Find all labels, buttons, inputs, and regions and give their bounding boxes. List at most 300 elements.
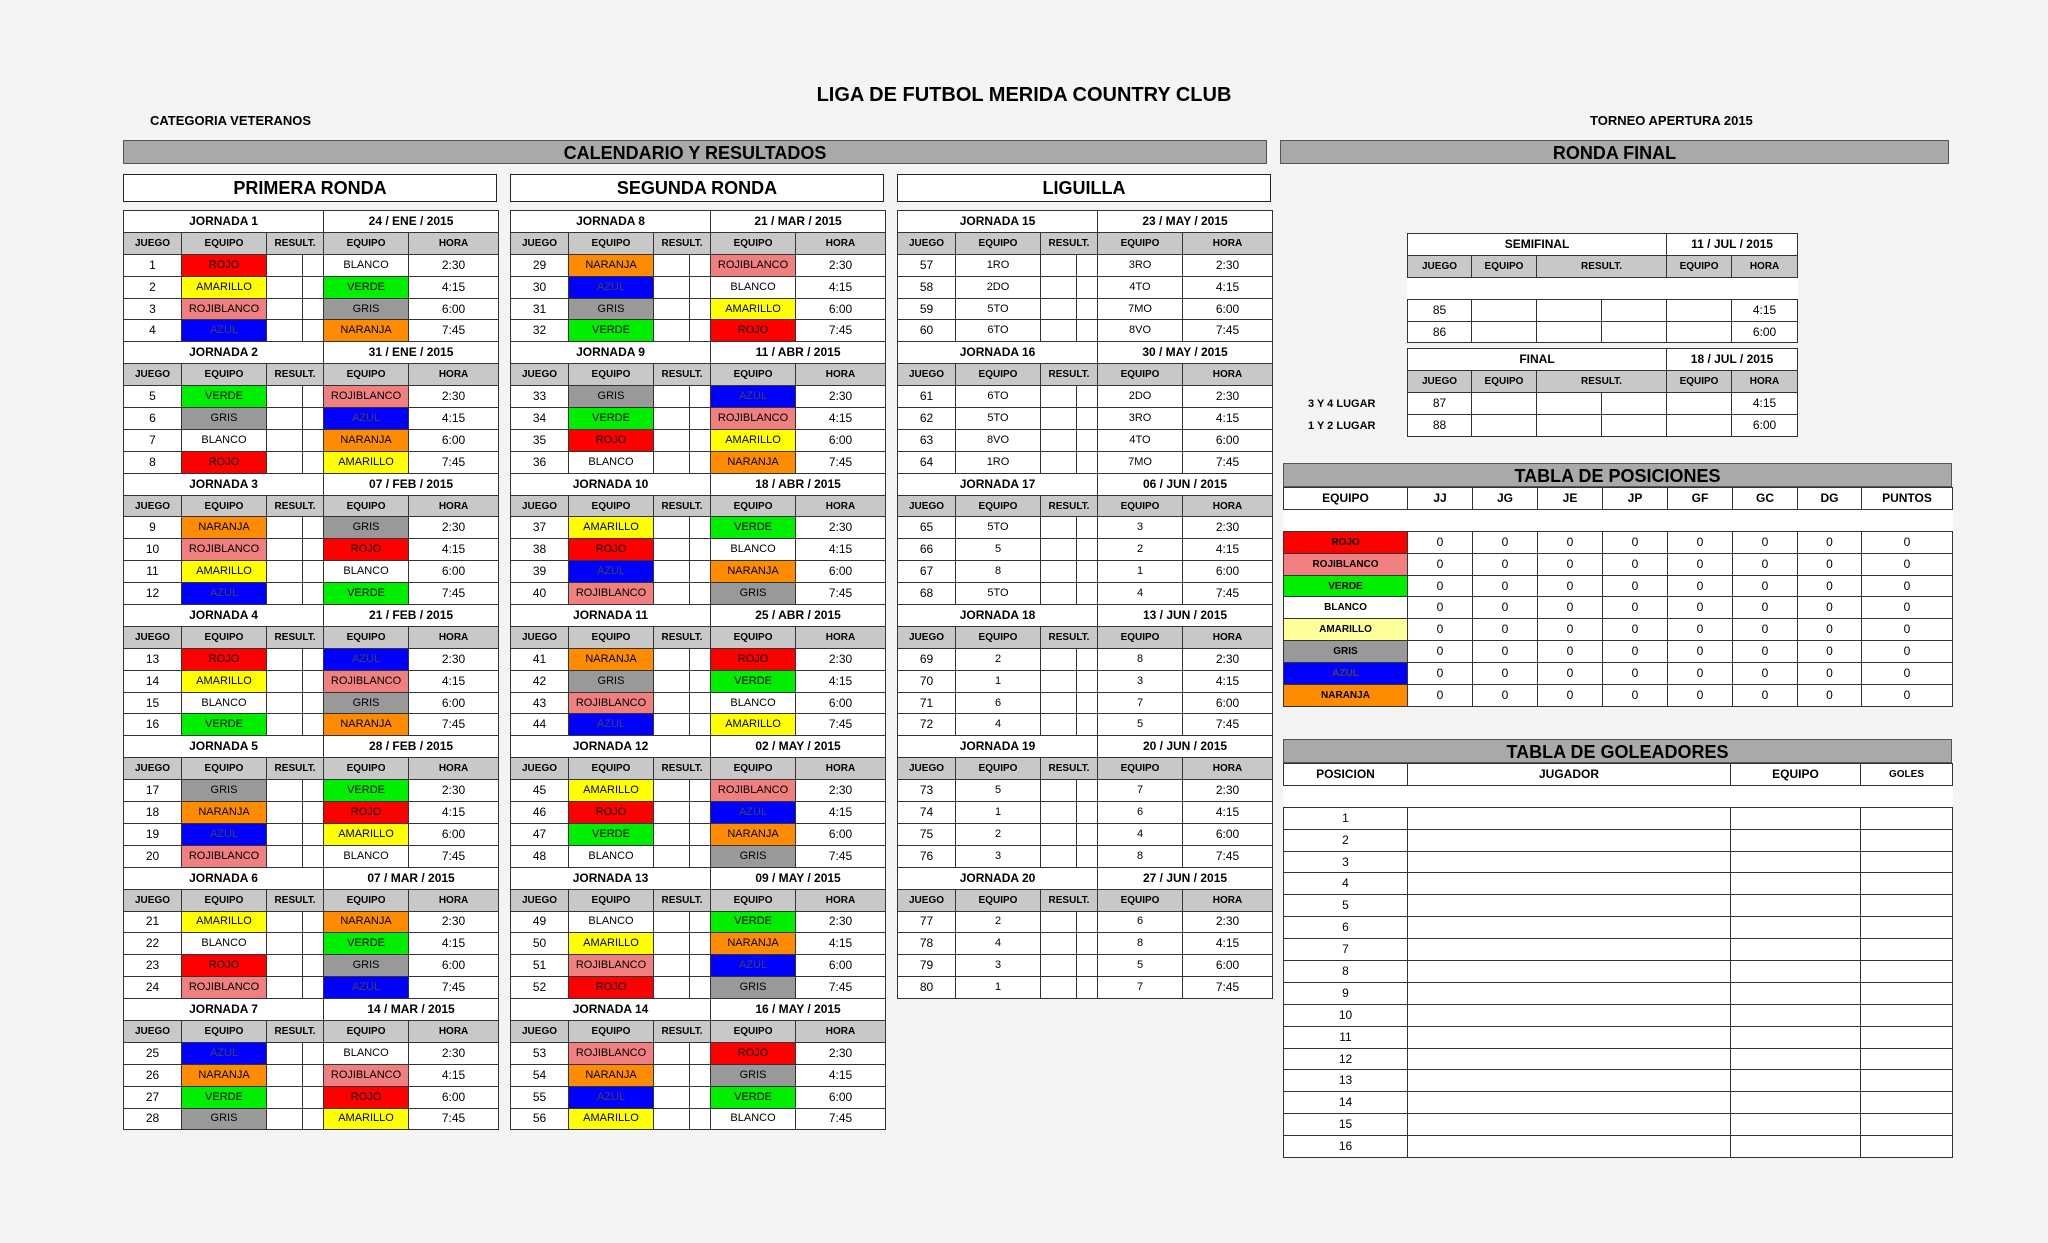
- result-away-input[interactable]: [690, 298, 711, 320]
- team-cell[interactable]: 1: [956, 977, 1041, 999]
- team-cell[interactable]: NARANJA: [182, 802, 267, 824]
- result-away-input[interactable]: [1077, 780, 1098, 802]
- team-cell[interactable]: VERDE: [324, 583, 409, 605]
- result-away-input[interactable]: [303, 408, 324, 430]
- result-home-input[interactable]: [654, 780, 690, 802]
- team-cell[interactable]: 2DO: [1098, 386, 1183, 408]
- result-home-input[interactable]: [267, 692, 303, 714]
- team-cell[interactable]: 7: [1098, 692, 1183, 714]
- team-cell[interactable]: ROJO: [324, 802, 409, 824]
- team-cell[interactable]: VERDE: [569, 823, 654, 845]
- result-home-input[interactable]: [267, 298, 303, 320]
- team-cell[interactable]: NARANJA: [324, 911, 409, 933]
- team-cell[interactable]: GRIS: [711, 583, 796, 605]
- scorer-team-input[interactable]: [1731, 829, 1861, 851]
- result-away-input[interactable]: [690, 648, 711, 670]
- result-away-input[interactable]: [1077, 408, 1098, 430]
- team-cell[interactable]: 7MO: [1098, 451, 1183, 473]
- result-home-input[interactable]: [1041, 933, 1077, 955]
- team-cell[interactable]: AMARILLO: [182, 561, 267, 583]
- team-cell[interactable]: ROJO: [182, 451, 267, 473]
- team-input[interactable]: [1472, 392, 1537, 414]
- result-away-input[interactable]: [690, 320, 711, 342]
- result-away-input[interactable]: [690, 955, 711, 977]
- result-home-input[interactable]: [267, 802, 303, 824]
- result-away-input[interactable]: [1077, 276, 1098, 298]
- result-home-input[interactable]: [654, 1108, 690, 1130]
- result-away-input[interactable]: [303, 517, 324, 539]
- team-cell[interactable]: NARANJA: [182, 517, 267, 539]
- result-home-input[interactable]: [1537, 299, 1602, 321]
- team-cell[interactable]: AZUL: [182, 823, 267, 845]
- team-cell[interactable]: VERDE: [182, 1086, 267, 1108]
- team-cell[interactable]: 3: [956, 955, 1041, 977]
- team-cell[interactable]: 3RO: [1098, 408, 1183, 430]
- result-away-input[interactable]: [690, 386, 711, 408]
- team-cell[interactable]: 5TO: [956, 408, 1041, 430]
- scorer-team-input[interactable]: [1731, 1114, 1861, 1136]
- team-cell[interactable]: VERDE: [569, 320, 654, 342]
- team-cell[interactable]: ROJIBLANCO: [569, 692, 654, 714]
- scorer-goals-input[interactable]: [1861, 1070, 1953, 1092]
- result-home-input[interactable]: [267, 451, 303, 473]
- result-home-input[interactable]: [267, 911, 303, 933]
- result-home-input[interactable]: [267, 933, 303, 955]
- team-cell[interactable]: BLANCO: [324, 845, 409, 867]
- team-input[interactable]: [1667, 414, 1732, 436]
- team-cell[interactable]: 4TO: [1098, 276, 1183, 298]
- result-home-input[interactable]: [1041, 561, 1077, 583]
- team-cell[interactable]: 4TO: [1098, 429, 1183, 451]
- scorer-team-input[interactable]: [1731, 1048, 1861, 1070]
- result-away-input[interactable]: [303, 714, 324, 736]
- team-cell[interactable]: AZUL: [182, 1042, 267, 1064]
- result-home-input[interactable]: [1041, 648, 1077, 670]
- result-home-input[interactable]: [1041, 386, 1077, 408]
- team-cell[interactable]: AMARILLO: [711, 298, 796, 320]
- result-home-input[interactable]: [654, 1042, 690, 1064]
- team-cell[interactable]: 7: [1098, 977, 1183, 999]
- scorer-player-input[interactable]: [1408, 1070, 1731, 1092]
- result-away-input[interactable]: [303, 670, 324, 692]
- team-cell[interactable]: NARANJA: [182, 1064, 267, 1086]
- team-cell[interactable]: ROJO: [711, 648, 796, 670]
- result-home-input[interactable]: [654, 977, 690, 999]
- scorer-player-input[interactable]: [1408, 1004, 1731, 1026]
- team-cell[interactable]: 2: [956, 823, 1041, 845]
- result-away-input[interactable]: [690, 780, 711, 802]
- scorer-team-input[interactable]: [1731, 895, 1861, 917]
- result-away-input[interactable]: [1077, 714, 1098, 736]
- team-cell[interactable]: AMARILLO: [711, 429, 796, 451]
- team-cell[interactable]: BLANCO: [711, 539, 796, 561]
- team-cell[interactable]: ROJO: [182, 254, 267, 276]
- result-away-input[interactable]: [1077, 298, 1098, 320]
- scorer-goals-input[interactable]: [1861, 982, 1953, 1004]
- result-home-input[interactable]: [654, 254, 690, 276]
- team-cell[interactable]: NARANJA: [569, 254, 654, 276]
- team-cell[interactable]: 5: [1098, 955, 1183, 977]
- team-cell[interactable]: NARANJA: [711, 451, 796, 473]
- scorer-player-input[interactable]: [1408, 873, 1731, 895]
- result-away-input[interactable]: [303, 933, 324, 955]
- result-home-input[interactable]: [1041, 845, 1077, 867]
- result-home-input[interactable]: [654, 539, 690, 561]
- result-home-input[interactable]: [654, 429, 690, 451]
- team-cell[interactable]: ROJIBLANCO: [324, 386, 409, 408]
- team-cell[interactable]: AMARILLO: [182, 911, 267, 933]
- team-cell[interactable]: BLANCO: [324, 1042, 409, 1064]
- team-cell[interactable]: VERDE: [711, 911, 796, 933]
- result-away-input[interactable]: [690, 539, 711, 561]
- result-away-input[interactable]: [303, 780, 324, 802]
- team-cell[interactable]: 3: [956, 845, 1041, 867]
- team-cell[interactable]: GRIS: [324, 692, 409, 714]
- team-cell[interactable]: GRIS: [324, 298, 409, 320]
- team-cell[interactable]: ROJIBLANCO: [182, 977, 267, 999]
- scorer-player-input[interactable]: [1408, 829, 1731, 851]
- team-cell[interactable]: 8: [1098, 845, 1183, 867]
- scorer-player-input[interactable]: [1408, 807, 1731, 829]
- result-home-input[interactable]: [654, 298, 690, 320]
- team-cell[interactable]: 3RO: [1098, 254, 1183, 276]
- team-cell[interactable]: ROJIBLANCO: [324, 1064, 409, 1086]
- result-home-input[interactable]: [1041, 977, 1077, 999]
- scorer-team-input[interactable]: [1731, 982, 1861, 1004]
- result-home-input[interactable]: [654, 955, 690, 977]
- team-cell[interactable]: 1RO: [956, 254, 1041, 276]
- result-away-input[interactable]: [303, 1042, 324, 1064]
- team-cell[interactable]: AZUL: [711, 955, 796, 977]
- scorer-team-input[interactable]: [1731, 807, 1861, 829]
- team-cell[interactable]: ROJIBLANCO: [324, 670, 409, 692]
- team-input[interactable]: [1472, 414, 1537, 436]
- result-home-input[interactable]: [1041, 583, 1077, 605]
- result-away-input[interactable]: [303, 276, 324, 298]
- result-home-input[interactable]: [654, 408, 690, 430]
- result-away-input[interactable]: [1077, 977, 1098, 999]
- result-away-input[interactable]: [303, 583, 324, 605]
- result-away-input[interactable]: [1602, 414, 1667, 436]
- team-cell[interactable]: AZUL: [569, 1086, 654, 1108]
- result-home-input[interactable]: [1537, 392, 1602, 414]
- scorer-goals-input[interactable]: [1861, 895, 1953, 917]
- team-cell[interactable]: AMARILLO: [569, 1108, 654, 1130]
- team-cell[interactable]: VERDE: [324, 276, 409, 298]
- result-home-input[interactable]: [267, 714, 303, 736]
- team-cell[interactable]: 2: [956, 648, 1041, 670]
- result-home-input[interactable]: [267, 561, 303, 583]
- result-away-input[interactable]: [303, 802, 324, 824]
- team-cell[interactable]: 1: [1098, 561, 1183, 583]
- result-away-input[interactable]: [690, 561, 711, 583]
- team-cell[interactable]: AZUL: [324, 408, 409, 430]
- team-input[interactable]: [1667, 299, 1732, 321]
- result-home-input[interactable]: [267, 320, 303, 342]
- team-cell[interactable]: VERDE: [182, 386, 267, 408]
- result-away-input[interactable]: [690, 254, 711, 276]
- team-cell[interactable]: GRIS: [569, 298, 654, 320]
- team-cell[interactable]: 5: [956, 780, 1041, 802]
- team-cell[interactable]: BLANCO: [182, 429, 267, 451]
- result-away-input[interactable]: [690, 1108, 711, 1130]
- result-away-input[interactable]: [303, 1086, 324, 1108]
- result-away-input[interactable]: [1602, 321, 1667, 343]
- team-cell[interactable]: AZUL: [711, 802, 796, 824]
- scorer-player-input[interactable]: [1408, 939, 1731, 961]
- team-input[interactable]: [1667, 321, 1732, 343]
- result-away-input[interactable]: [1602, 299, 1667, 321]
- scorer-team-input[interactable]: [1731, 1092, 1861, 1114]
- team-cell[interactable]: 8VO: [956, 429, 1041, 451]
- result-away-input[interactable]: [690, 517, 711, 539]
- result-away-input[interactable]: [303, 254, 324, 276]
- team-cell[interactable]: ROJO: [182, 648, 267, 670]
- scorer-team-input[interactable]: [1731, 961, 1861, 983]
- result-away-input[interactable]: [1077, 955, 1098, 977]
- result-home-input[interactable]: [267, 648, 303, 670]
- team-cell[interactable]: 2: [956, 911, 1041, 933]
- team-cell[interactable]: 4: [1098, 583, 1183, 605]
- result-away-input[interactable]: [303, 845, 324, 867]
- team-cell[interactable]: BLANCO: [711, 1108, 796, 1130]
- scorer-player-input[interactable]: [1408, 851, 1731, 873]
- result-away-input[interactable]: [690, 408, 711, 430]
- team-cell[interactable]: 4: [1098, 823, 1183, 845]
- result-home-input[interactable]: [267, 1042, 303, 1064]
- result-away-input[interactable]: [1077, 539, 1098, 561]
- scorer-goals-input[interactable]: [1861, 1004, 1953, 1026]
- scorer-goals-input[interactable]: [1861, 939, 1953, 961]
- result-away-input[interactable]: [303, 911, 324, 933]
- scorer-goals-input[interactable]: [1861, 1026, 1953, 1048]
- team-cell[interactable]: ROJO: [182, 955, 267, 977]
- result-home-input[interactable]: [267, 254, 303, 276]
- team-cell[interactable]: AMARILLO: [569, 933, 654, 955]
- result-away-input[interactable]: [690, 1064, 711, 1086]
- team-cell[interactable]: GRIS: [711, 977, 796, 999]
- scorer-player-input[interactable]: [1408, 961, 1731, 983]
- team-cell[interactable]: VERDE: [569, 408, 654, 430]
- result-home-input[interactable]: [267, 823, 303, 845]
- result-home-input[interactable]: [1041, 408, 1077, 430]
- result-home-input[interactable]: [1041, 955, 1077, 977]
- result-away-input[interactable]: [690, 670, 711, 692]
- result-home-input[interactable]: [267, 583, 303, 605]
- team-cell[interactable]: 2: [1098, 539, 1183, 561]
- team-cell[interactable]: AZUL: [324, 648, 409, 670]
- scorer-goals-input[interactable]: [1861, 1114, 1953, 1136]
- result-home-input[interactable]: [1041, 780, 1077, 802]
- team-cell[interactable]: VERDE: [711, 517, 796, 539]
- team-cell[interactable]: VERDE: [324, 780, 409, 802]
- team-cell[interactable]: VERDE: [711, 670, 796, 692]
- result-away-input[interactable]: [1077, 933, 1098, 955]
- result-home-input[interactable]: [1041, 320, 1077, 342]
- result-home-input[interactable]: [1041, 451, 1077, 473]
- team-cell[interactable]: ROJO: [324, 1086, 409, 1108]
- scorer-goals-input[interactable]: [1861, 829, 1953, 851]
- result-away-input[interactable]: [303, 451, 324, 473]
- scorer-player-input[interactable]: [1408, 1092, 1731, 1114]
- result-away-input[interactable]: [303, 429, 324, 451]
- result-away-input[interactable]: [1077, 517, 1098, 539]
- result-home-input[interactable]: [1041, 802, 1077, 824]
- team-cell[interactable]: 5: [1098, 714, 1183, 736]
- result-away-input[interactable]: [1077, 911, 1098, 933]
- result-home-input[interactable]: [1041, 823, 1077, 845]
- result-home-input[interactable]: [1041, 298, 1077, 320]
- team-cell[interactable]: BLANCO: [324, 561, 409, 583]
- result-away-input[interactable]: [303, 955, 324, 977]
- team-cell[interactable]: 1RO: [956, 451, 1041, 473]
- team-cell[interactable]: GRIS: [711, 1064, 796, 1086]
- team-cell[interactable]: VERDE: [711, 1086, 796, 1108]
- result-away-input[interactable]: [1077, 429, 1098, 451]
- team-cell[interactable]: 4: [956, 714, 1041, 736]
- scorer-team-input[interactable]: [1731, 851, 1861, 873]
- result-away-input[interactable]: [1077, 802, 1098, 824]
- team-cell[interactable]: 1: [956, 670, 1041, 692]
- team-cell[interactable]: AZUL: [324, 977, 409, 999]
- result-away-input[interactable]: [303, 977, 324, 999]
- team-cell[interactable]: ROJO: [711, 320, 796, 342]
- team-cell[interactable]: GRIS: [324, 517, 409, 539]
- scorer-goals-input[interactable]: [1861, 873, 1953, 895]
- team-cell[interactable]: AMARILLO: [324, 1108, 409, 1130]
- result-home-input[interactable]: [1041, 429, 1077, 451]
- scorer-team-input[interactable]: [1731, 873, 1861, 895]
- result-home-input[interactable]: [654, 320, 690, 342]
- scorer-player-input[interactable]: [1408, 982, 1731, 1004]
- result-home-input[interactable]: [654, 517, 690, 539]
- result-away-input[interactable]: [690, 276, 711, 298]
- result-away-input[interactable]: [303, 539, 324, 561]
- scorer-player-input[interactable]: [1408, 1136, 1731, 1158]
- team-input[interactable]: [1472, 299, 1537, 321]
- scorer-player-input[interactable]: [1408, 1114, 1731, 1136]
- result-home-input[interactable]: [267, 386, 303, 408]
- result-home-input[interactable]: [1041, 692, 1077, 714]
- team-cell[interactable]: GRIS: [324, 955, 409, 977]
- team-cell[interactable]: 8: [1098, 648, 1183, 670]
- result-away-input[interactable]: [1077, 561, 1098, 583]
- team-cell[interactable]: ROJO: [324, 539, 409, 561]
- team-cell[interactable]: AMARILLO: [324, 451, 409, 473]
- team-cell[interactable]: GRIS: [569, 670, 654, 692]
- team-cell[interactable]: AMARILLO: [711, 714, 796, 736]
- result-home-input[interactable]: [654, 648, 690, 670]
- team-cell[interactable]: GRIS: [182, 408, 267, 430]
- result-away-input[interactable]: [303, 823, 324, 845]
- result-home-input[interactable]: [1041, 714, 1077, 736]
- team-cell[interactable]: 5TO: [956, 583, 1041, 605]
- result-away-input[interactable]: [1077, 692, 1098, 714]
- team-cell[interactable]: 8: [956, 561, 1041, 583]
- result-home-input[interactable]: [267, 539, 303, 561]
- scorer-player-input[interactable]: [1408, 1026, 1731, 1048]
- result-away-input[interactable]: [1077, 386, 1098, 408]
- team-cell[interactable]: 3: [1098, 670, 1183, 692]
- result-home-input[interactable]: [267, 517, 303, 539]
- result-home-input[interactable]: [654, 802, 690, 824]
- team-cell[interactable]: 7MO: [1098, 298, 1183, 320]
- team-cell[interactable]: BLANCO: [324, 254, 409, 276]
- result-home-input[interactable]: [267, 955, 303, 977]
- team-cell[interactable]: 6: [1098, 911, 1183, 933]
- team-cell[interactable]: BLANCO: [182, 933, 267, 955]
- team-cell[interactable]: AZUL: [182, 583, 267, 605]
- team-cell[interactable]: 6: [956, 692, 1041, 714]
- result-away-input[interactable]: [1602, 392, 1667, 414]
- result-away-input[interactable]: [303, 1108, 324, 1130]
- team-cell[interactable]: 5TO: [956, 298, 1041, 320]
- team-cell[interactable]: ROJO: [711, 1042, 796, 1064]
- team-cell[interactable]: 8: [1098, 933, 1183, 955]
- result-away-input[interactable]: [690, 1086, 711, 1108]
- scorer-goals-input[interactable]: [1861, 1136, 1953, 1158]
- team-cell[interactable]: GRIS: [569, 386, 654, 408]
- result-home-input[interactable]: [654, 386, 690, 408]
- result-away-input[interactable]: [690, 845, 711, 867]
- result-away-input[interactable]: [690, 823, 711, 845]
- result-home-input[interactable]: [267, 276, 303, 298]
- team-cell[interactable]: 8VO: [1098, 320, 1183, 342]
- team-cell[interactable]: 7: [1098, 780, 1183, 802]
- result-away-input[interactable]: [303, 561, 324, 583]
- result-away-input[interactable]: [690, 451, 711, 473]
- team-cell[interactable]: 2DO: [956, 276, 1041, 298]
- team-input[interactable]: [1667, 392, 1732, 414]
- team-cell[interactable]: AZUL: [569, 276, 654, 298]
- team-cell[interactable]: ROJIBLANCO: [182, 845, 267, 867]
- result-home-input[interactable]: [267, 780, 303, 802]
- scorer-team-input[interactable]: [1731, 1004, 1861, 1026]
- result-home-input[interactable]: [267, 1064, 303, 1086]
- result-home-input[interactable]: [654, 583, 690, 605]
- team-cell[interactable]: ROJIBLANCO: [182, 298, 267, 320]
- result-away-input[interactable]: [303, 1064, 324, 1086]
- team-cell[interactable]: ROJIBLANCO: [711, 408, 796, 430]
- team-cell[interactable]: ROJIBLANCO: [711, 780, 796, 802]
- result-away-input[interactable]: [1077, 254, 1098, 276]
- scorer-team-input[interactable]: [1731, 917, 1861, 939]
- team-cell[interactable]: AZUL: [182, 320, 267, 342]
- result-home-input[interactable]: [654, 451, 690, 473]
- result-home-input[interactable]: [267, 977, 303, 999]
- result-home-input[interactable]: [1041, 254, 1077, 276]
- team-cell[interactable]: ROJO: [569, 429, 654, 451]
- result-home-input[interactable]: [654, 692, 690, 714]
- team-cell[interactable]: ROJIBLANCO: [569, 955, 654, 977]
- team-cell[interactable]: NARANJA: [324, 320, 409, 342]
- team-cell[interactable]: ROJIBLANCO: [569, 583, 654, 605]
- team-cell[interactable]: VERDE: [324, 933, 409, 955]
- team-cell[interactable]: NARANJA: [569, 648, 654, 670]
- scorer-goals-input[interactable]: [1861, 917, 1953, 939]
- result-home-input[interactable]: [1537, 321, 1602, 343]
- team-cell[interactable]: AMARILLO: [182, 670, 267, 692]
- result-home-input[interactable]: [267, 408, 303, 430]
- result-home-input[interactable]: [654, 714, 690, 736]
- team-cell[interactable]: ROJO: [569, 977, 654, 999]
- team-cell[interactable]: GRIS: [182, 1108, 267, 1130]
- result-away-input[interactable]: [690, 714, 711, 736]
- team-cell[interactable]: 6: [1098, 802, 1183, 824]
- team-cell[interactable]: AZUL: [711, 386, 796, 408]
- team-cell[interactable]: 3: [1098, 517, 1183, 539]
- team-cell[interactable]: BLANCO: [569, 451, 654, 473]
